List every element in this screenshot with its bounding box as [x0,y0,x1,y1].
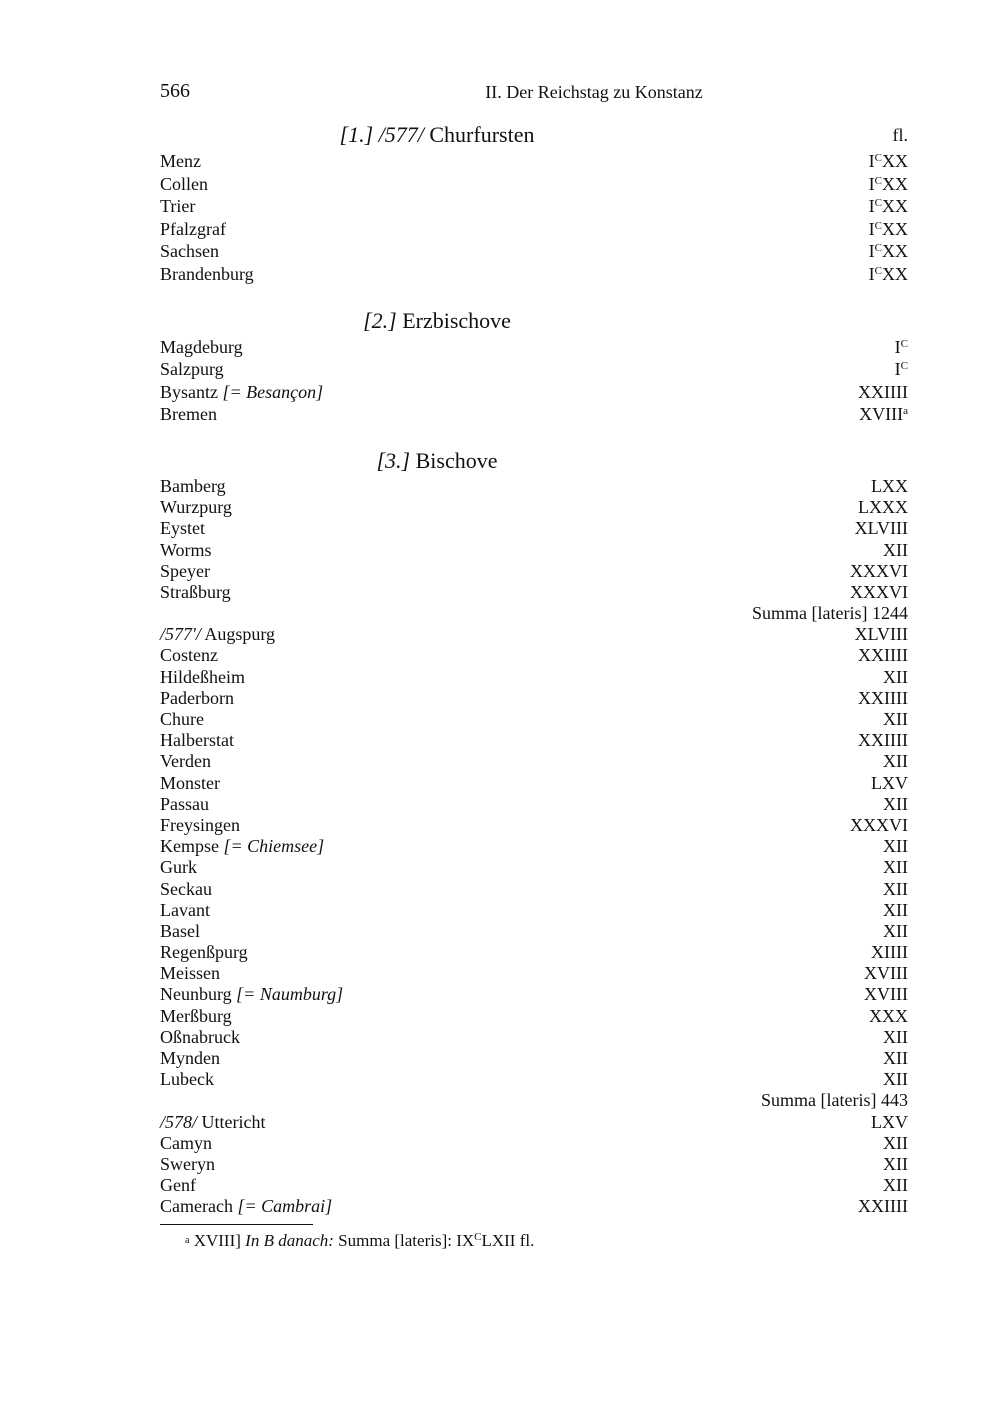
list-item [160,403,908,426]
amount-superscript: C [874,174,882,187]
place-name: Mynden [160,1048,220,1068]
section-heading [160,446,908,476]
list-item [160,624,908,645]
entry-name [160,794,209,815]
amount-rest: XX [882,241,908,262]
list-item [160,900,908,921]
place-name: Trier [160,196,196,217]
amount: XVIII [859,404,904,425]
list-item [160,518,908,539]
list-item [160,358,908,381]
entry-amount [883,1154,908,1175]
amount-rest: XX [882,151,908,171]
entry-amount [864,984,908,1005]
amount: LXV [871,772,908,793]
amount: XLVIII [854,518,908,539]
entry-amount [883,1027,908,1048]
section-heading [160,306,908,336]
currency-unit: fl. [892,125,908,145]
summa-row [160,603,908,624]
entry-name [160,381,323,404]
entry-name [160,1112,266,1133]
entry-amount [869,240,908,263]
list-item [160,561,908,582]
running-header [160,80,908,106]
list-item [160,984,908,1005]
footnote-rule [160,1224,313,1225]
list-item [160,730,908,751]
list-item [160,963,908,984]
entry-name [160,730,234,751]
entry-name [160,921,200,942]
amount: XXIIII [858,730,908,751]
entry-name [160,836,324,857]
place-name: Genf [160,1175,196,1196]
footnote-lemma: XVIII] [193,1231,241,1250]
place-name: Regenßpurg [160,942,248,963]
entry-name [160,336,243,359]
list-item [160,688,908,709]
list-item [160,263,908,286]
section-heading [160,120,908,150]
entry-name [160,942,248,963]
editor-note: [= Chiemsee] [223,836,325,857]
amount: XII [883,1153,908,1174]
entry-amount [858,381,908,404]
amount: XXIIII [858,1196,908,1217]
editor-note: [= Naumburg] [236,984,344,1005]
entry-amount [864,963,908,984]
entry-amount [883,1069,908,1090]
entry-amount [883,1048,908,1069]
entry-amount [869,218,908,241]
entry-amount [883,667,908,688]
place-name: Magdeburg [160,336,243,357]
entry-name [160,1048,220,1069]
entry-amount [869,173,908,196]
entry-name [160,218,226,241]
place-name: Hildeßheim [160,666,245,687]
list-item [160,476,908,497]
entry-name [160,1027,240,1048]
amount: XII [883,1026,908,1047]
list-item [160,497,908,518]
amount-rest: XX [882,196,908,217]
editor-note: [= Cambrai] [237,1196,333,1217]
amount: XII [883,836,908,857]
amount: XXIIII [858,381,908,402]
amount: I [868,196,875,217]
place-name: Meissen [160,963,220,984]
place-name: Paderborn [160,687,234,708]
entry-amount [869,263,908,286]
entry-amount [855,624,908,645]
folio-marker: /578/ [160,1111,198,1132]
amount-superscript: a [903,405,908,418]
entry-name [160,709,204,730]
section-gap [160,426,908,446]
place-name: Chure [160,709,204,729]
amount: XXXVI [850,581,908,602]
summa-text: Summa [lateris] 443 [761,1090,908,1111]
place-name: Camerach [160,1196,233,1217]
folio-marker: /577/ [378,122,424,147]
list-item [160,1048,908,1069]
list-item [160,582,908,603]
entry-name [160,815,240,836]
amount: XII [883,666,908,687]
entry-amount [871,773,908,794]
place-name: Passau [160,793,209,814]
amount-superscript: C [874,219,882,232]
place-name: Lubeck [160,1069,214,1090]
running-title: II. Der Reichstag zu Konstanz [485,82,703,102]
entry-name [160,688,234,709]
place-name: Brandenburg [160,263,254,284]
amount-superscript: C [874,242,882,255]
entry-name [160,1006,232,1027]
entry-amount [858,688,908,709]
place-name: Speyer [160,560,210,581]
place-name: Bysantz [160,381,218,402]
entry-amount [869,150,908,173]
section-1 [160,120,908,286]
list-item [160,1196,908,1217]
list-item [160,1112,908,1133]
entry-name [160,518,205,539]
entry-amount [859,403,908,426]
summa-row [160,1090,908,1111]
entry-name [160,624,275,645]
list-item [160,218,908,241]
list-item [160,857,908,878]
list-item [160,667,908,688]
amount: LXV [871,1111,908,1132]
place-name: Menz [160,151,201,171]
entry-name [160,403,217,426]
entry-amount [883,709,908,730]
list-item [160,1154,908,1175]
section-title [160,446,714,476]
place-name: Kempse [160,836,219,857]
entry-name [160,984,343,1005]
place-name: Neunburg [160,984,232,1005]
list-item [160,1027,908,1048]
amount: I [868,263,875,284]
entry-amount [869,1006,908,1027]
list-item [160,381,908,404]
entry-name [160,667,245,688]
footnote-comment: In B danach: [245,1231,334,1250]
entry-amount [883,1133,908,1154]
place-name: Pfalzgraf [160,218,226,239]
place-name: Lavant [160,899,210,920]
amount: XXXVI [850,814,908,835]
amount-superscript: C [900,337,908,350]
entry-amount [883,857,908,878]
entry-name [160,963,220,984]
amount-superscript: C [900,360,908,373]
list-item [160,921,908,942]
place-name: Halberstat [160,730,234,751]
footnote [185,1231,534,1251]
list-item [160,1133,908,1154]
amount: XXXVI [850,560,908,581]
amount: LXXX [858,497,908,518]
section-2 [160,286,908,426]
amount-rest: XX [882,173,908,194]
entry-amount [871,942,908,963]
amount: XXX [869,1005,908,1026]
place-name: Sachsen [160,241,219,262]
entry-amount [858,497,908,518]
place-name: Seckau [160,878,212,899]
place-name: Basel [160,920,200,941]
entry-name [160,1154,215,1175]
place-name: Monster [160,772,220,793]
entry-name [160,173,208,196]
entry-name [160,582,231,603]
entry-amount [895,336,908,359]
entry-amount [895,358,908,381]
amount: I [868,218,875,239]
entry-name [160,540,212,561]
entry-amount [855,518,908,539]
place-name: Straßburg [160,581,231,602]
amount: XII [883,539,908,560]
entry-amount [858,1196,908,1217]
section-name: Churfursten [429,122,535,147]
amount: XIIII [871,942,908,963]
entry-amount [871,1112,908,1133]
amount: XXIIII [858,687,908,708]
place-name: Verden [160,751,211,772]
entry-name [160,195,195,218]
list-item [160,540,908,561]
amount: LXX [871,475,908,496]
amount: XXIIII [858,645,908,666]
entry-amount [883,900,908,921]
footnote-text-end: LXII fl. [481,1231,535,1250]
entry-name [160,645,218,666]
entry-name [160,1196,332,1217]
place-name: Collen [160,173,208,194]
amount: XII [883,920,908,941]
list-item [160,173,908,196]
entry-name [160,773,220,794]
list-item [160,942,908,963]
place-name: Bamberg [160,475,226,496]
list-item [160,240,908,263]
amount-rest: XX [882,263,908,284]
amount: XVIII [864,963,908,984]
amount-superscript: C [874,197,882,210]
entry-amount [850,815,908,836]
amount: XII [883,857,908,878]
amount: XII [883,1132,908,1153]
list-item [160,645,908,666]
amount: XII [883,1048,908,1068]
entry-amount [850,582,908,603]
folio-marker: /577'/ [160,624,201,645]
section-name: Bischove [415,447,498,473]
entry-amount [850,561,908,582]
amount: XII [883,899,908,920]
entry-name [160,358,224,381]
entry-amount [883,879,908,900]
section-number: [2.] [363,307,397,333]
list-item [160,1069,908,1090]
entry-amount [883,751,908,772]
footnote-text: Summa [lateris]: IX [338,1231,475,1250]
amount: I [894,359,901,380]
footnote-sup: C [474,1231,482,1243]
entry-name [160,150,201,173]
amount-superscript: C [874,264,882,277]
section-name: Erzbischove [402,307,511,333]
list-item [160,1006,908,1027]
place-name: Camyn [160,1132,212,1153]
amount: I [894,336,901,357]
place-name: Eystet [160,518,205,539]
list-item [160,815,908,836]
entry-amount [869,195,908,218]
entry-amount [883,1175,908,1196]
list-item [160,1175,908,1196]
place-name: Uttericht [201,1111,266,1132]
entry-name [160,1175,196,1196]
entry-name [160,476,226,497]
entry-name [160,879,212,900]
amount: I [868,173,875,194]
section-title [160,120,714,150]
list-item [160,751,908,772]
entry-name [160,263,254,286]
place-name: Salzpurg [160,359,224,380]
entry-amount [858,730,908,751]
place-name: Merßburg [160,1005,232,1026]
list-item [160,879,908,900]
place-name: Freysingen [160,814,240,835]
place-name: Oßnabruck [160,1026,240,1047]
tax-list [160,120,908,1218]
list-item [160,773,908,794]
place-name: Costenz [160,645,218,666]
place-name: Sweryn [160,1153,215,1174]
amount: XII [883,751,908,772]
amount: XII [883,709,908,729]
list-item [160,150,908,173]
list-item [160,195,908,218]
amount: I [868,151,875,171]
entry-amount [883,921,908,942]
entry-name [160,1069,214,1090]
amount: XII [883,793,908,814]
section-title [160,306,714,336]
list-item [160,836,908,857]
footnote-mark: a [185,1235,190,1246]
section-number: [3.] [376,447,411,473]
amount: XLVIII [854,624,908,645]
entry-amount [883,794,908,815]
list-item [160,336,908,359]
list-item [160,794,908,815]
editor-note: [= Besançon] [222,381,324,402]
amount: XII [883,1069,908,1090]
entry-name [160,497,232,518]
entry-name [160,240,219,263]
amount: XII [883,1175,908,1196]
entry-amount [858,645,908,666]
entry-name [160,900,210,921]
place-name: Gurk [160,857,197,878]
entry-name [160,561,210,582]
entry-name [160,751,211,772]
entry-amount [883,836,908,857]
section-gap [160,286,908,306]
section-3 [160,426,908,1218]
amount: XVIII [864,984,908,1005]
amount: XII [883,878,908,899]
place-name: Wurzpurg [160,497,232,518]
summa-text: Summa [lateris] 1244 [752,603,908,624]
entry-name [160,1133,212,1154]
list-item [160,709,908,730]
amount: I [868,241,875,262]
amount-rest: XX [882,218,908,239]
entry-name [160,857,197,878]
place-name: Bremen [160,404,217,425]
entry-amount [871,476,908,497]
section-number: [1.] [339,122,374,147]
place-name: Worms [160,539,212,560]
entry-amount [883,540,908,561]
amount-superscript: C [874,152,882,164]
place-name: Augspurg [204,624,276,645]
page-number: 566 [160,80,190,102]
